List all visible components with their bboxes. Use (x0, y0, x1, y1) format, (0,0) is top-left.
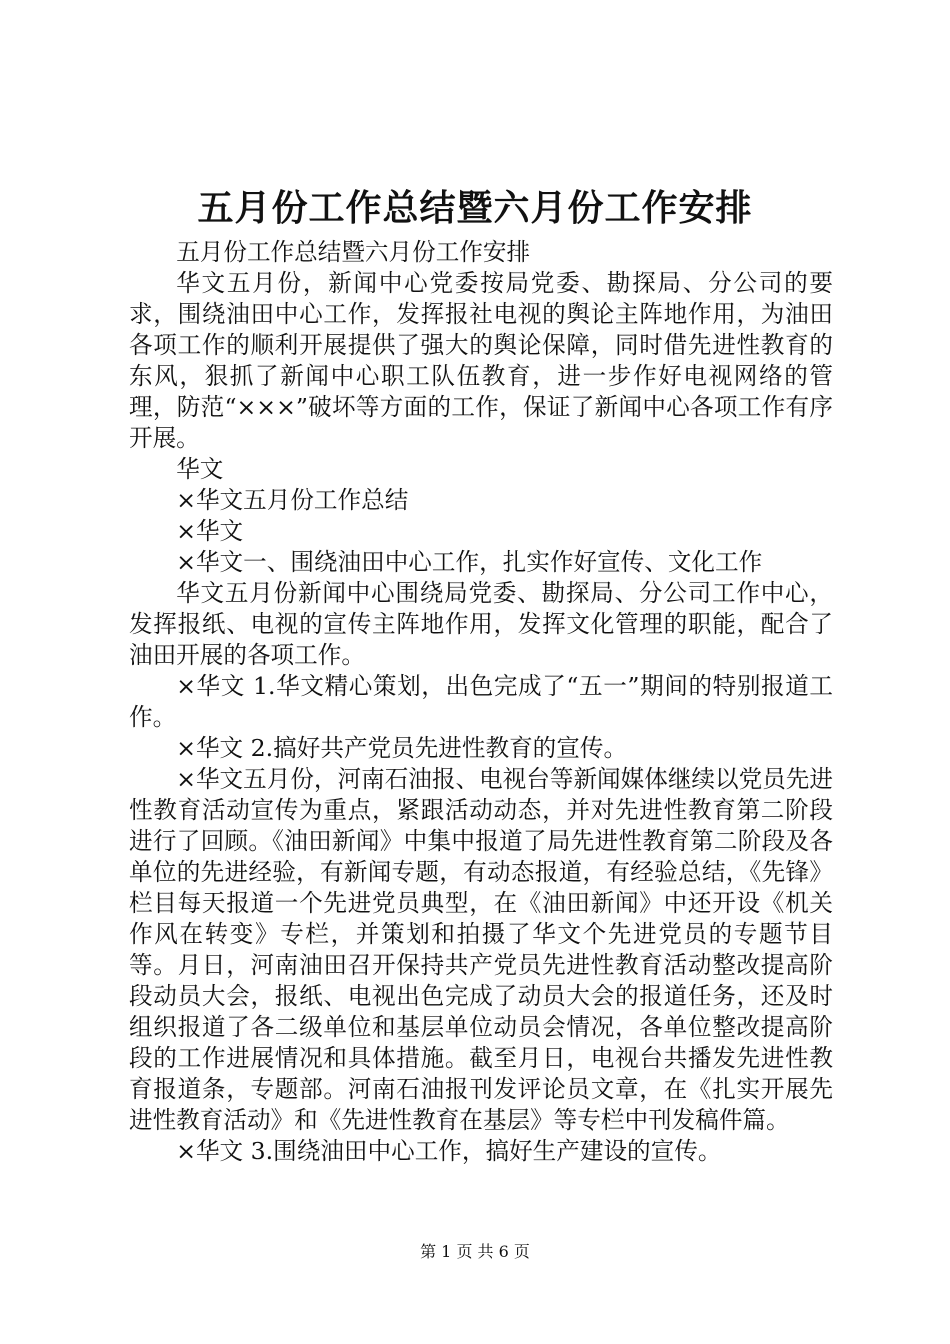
paragraph-overview: 华文五月份新闻中心围绕局党委、勘探局、分公司工作中心，发挥报纸、电视的宣传主阵地作用，发挥文化管理的职能，配合了油田开展的各项工作。 (129, 579, 833, 669)
paragraph-item-2: ×华文 2.搞好共产党员先进性教育的宣传。 (176, 734, 628, 762)
paragraph-short-2: ×华文 (176, 517, 244, 545)
paragraph-section-heading: ×华文五月份工作总结 (176, 486, 409, 514)
paragraph-subtitle: 五月份工作总结暨六月份工作安排 (176, 238, 531, 266)
document-title: 五月份工作总结暨六月份工作安排 (197, 187, 753, 229)
paragraph-short-1: 华文 (176, 455, 224, 483)
paragraph-heading-one: ×华文一、围绕油田中心工作，扎实作好宣传、文化工作 (176, 548, 763, 576)
document-body (129, 237, 833, 1167)
paragraph-item-3: ×华文 3.围绕油田中心工作，搞好生产建设的宣传。 (176, 1137, 722, 1165)
paragraph-intro: 华文五月份，新闻中心党委按局党委、勘探局、分公司的要求，围绕油田中心工作，发挥报社电视的舆论主阵地作用，为油田各项工作的顺利开展提供了强大的舆论保障，同时借先进性教育的东风，狠抓了新闻中心职工队伍教育，进一步作好电视网络的管理，防范“×××”破坏等方面的工作，保证了新闻中心各项工作有序开展。 (129, 269, 833, 452)
page-footer: 第 1 页 共 6 页 (420, 1242, 530, 1261)
paragraph-item-1: ×华文 1.华文精心策划，出色完成了“五一”期间的特别报道工作。 (129, 672, 833, 731)
paragraph-detail: ×华文五月份，河南石油报、电视台等新闻媒体继续以党员先进性教育活动宣传为重点，紧跟活动动态，并对先进性教育第二阶段进行了回顾。《油田新闻》中集中报道了局先进性教育第二阶段及各单位的先进经验，有新闻专题，有动态报道，有经验总结，《先锋》栏目每天报道一个先进党员典型，在《油田新闻》中还开设《机关作风在转变》专栏，并策划和拍摄了华文个先进党员的专题节目等。月日，河南油田召开保持共产党员先进性教育活动整改提高阶段动员大会，报纸、电视出色完成了动员大会的报道任务，还及时组织报道了各二级单位和基层单位动员会情况，各单位整改提高阶段的工作进展情况和具体措施。截至月日，电视台共播发先进性教育报道条，专题部。河南石油报刊发评论员文章，在《扎实开展先进性教育活动》和《先进性教育在基层》等专栏中刊发稿件篇。 (129, 765, 833, 1134)
